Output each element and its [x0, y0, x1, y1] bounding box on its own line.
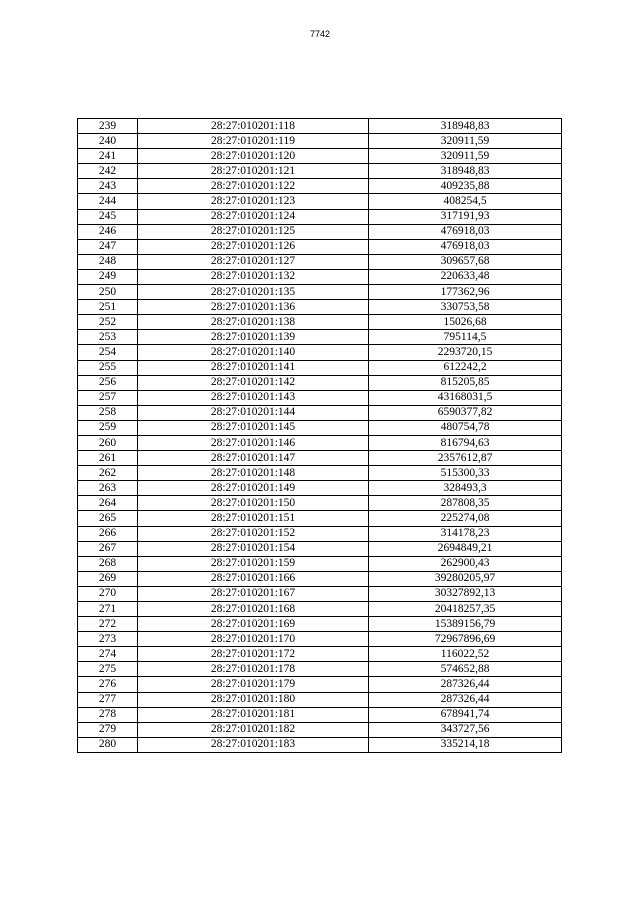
- row-number-cell: 261: [78, 451, 138, 466]
- cadastral-number-cell: 28:27:010201:124: [138, 209, 369, 224]
- cadastral-value-cell: 480754,78: [369, 420, 562, 435]
- cadastral-value-cell: 330753,58: [369, 300, 562, 315]
- cadastral-number-cell: 28:27:010201:119: [138, 134, 369, 149]
- cadastral-number-cell: 28:27:010201:140: [138, 345, 369, 360]
- cadastral-number-cell: 28:27:010201:141: [138, 360, 369, 375]
- cadastral-value-cell: 515300,33: [369, 466, 562, 481]
- cadastral-value-cell: 409235,88: [369, 179, 562, 194]
- cadastral-value-cell: 318948,83: [369, 119, 562, 134]
- cadastral-value-cell: 262900,43: [369, 556, 562, 571]
- row-number-cell: 279: [78, 722, 138, 737]
- cadastral-number-cell: 28:27:010201:144: [138, 405, 369, 420]
- cadastral-number-cell: 28:27:010201:181: [138, 707, 369, 722]
- cadastral-number-cell: 28:27:010201:122: [138, 179, 369, 194]
- cadastral-number-cell: 28:27:010201:154: [138, 541, 369, 556]
- table-row: [78, 617, 562, 632]
- table-row: [78, 420, 562, 435]
- row-number-cell: 270: [78, 586, 138, 601]
- cadastral-value-cell: 408254,5: [369, 194, 562, 209]
- table-row: [78, 481, 562, 496]
- table-row: [78, 405, 562, 420]
- table-row: [78, 647, 562, 662]
- cadastral-value-cell: 177362,96: [369, 285, 562, 300]
- row-number-cell: 242: [78, 164, 138, 179]
- row-number-cell: 277: [78, 692, 138, 707]
- cadastral-value-cell: 343727,56: [369, 722, 562, 737]
- table-row: [78, 707, 562, 722]
- cadastral-value-cell: 335214,18: [369, 737, 562, 752]
- table-row: [78, 526, 562, 541]
- row-number-cell: 273: [78, 632, 138, 647]
- table-row: [78, 315, 562, 330]
- row-number-cell: 272: [78, 617, 138, 632]
- cadastral-number-cell: 28:27:010201:159: [138, 556, 369, 571]
- row-number-cell: 257: [78, 390, 138, 405]
- table-row: [78, 119, 562, 134]
- table-row: [78, 677, 562, 692]
- row-number-cell: 251: [78, 300, 138, 315]
- cadastral-value-cell: 15026,68: [369, 315, 562, 330]
- cadastral-value-cell: 320911,59: [369, 134, 562, 149]
- cadastral-value-cell: 287326,44: [369, 692, 562, 707]
- cadastral-number-cell: 28:27:010201:178: [138, 662, 369, 677]
- table-row: [78, 511, 562, 526]
- row-number-cell: 247: [78, 239, 138, 254]
- row-number-cell: 255: [78, 360, 138, 375]
- table-row: [78, 586, 562, 601]
- table-row: [78, 556, 562, 571]
- cadastral-value-cell: 72967896,69: [369, 632, 562, 647]
- row-number-cell: 276: [78, 677, 138, 692]
- cadastral-value-cell: 476918,03: [369, 239, 562, 254]
- cadastral-value-cell: 2357612,87: [369, 451, 562, 466]
- cadastral-number-cell: 28:27:010201:127: [138, 254, 369, 269]
- cadastral-value-cell: 2293720,15: [369, 345, 562, 360]
- cadastral-number-cell: 28:27:010201:136: [138, 300, 369, 315]
- cadastral-number-cell: 28:27:010201:132: [138, 269, 369, 284]
- cadastral-number-cell: 28:27:010201:172: [138, 647, 369, 662]
- cadastral-number-cell: 28:27:010201:169: [138, 617, 369, 632]
- cadastral-number-cell: 28:27:010201:152: [138, 526, 369, 541]
- table-row: [78, 254, 562, 269]
- cadastral-number-cell: 28:27:010201:120: [138, 149, 369, 164]
- cadastral-value-cell: 116022,52: [369, 647, 562, 662]
- row-number-cell: 274: [78, 647, 138, 662]
- row-number-cell: 280: [78, 737, 138, 752]
- table-row: [78, 330, 562, 345]
- table-row: [78, 632, 562, 647]
- cadastral-number-cell: 28:27:010201:150: [138, 496, 369, 511]
- row-number-cell: 253: [78, 330, 138, 345]
- row-number-cell: 249: [78, 269, 138, 284]
- cadastral-value-cell: 815205,85: [369, 375, 562, 390]
- cadastral-number-cell: 28:27:010201:126: [138, 239, 369, 254]
- cadastral-value-cell: 314178,23: [369, 526, 562, 541]
- cadastral-value-table-container: [77, 118, 562, 753]
- table-row: [78, 300, 562, 315]
- table-row: [78, 194, 562, 209]
- cadastral-value-cell: 287808,35: [369, 496, 562, 511]
- cadastral-number-cell: 28:27:010201:121: [138, 164, 369, 179]
- table-row: [78, 149, 562, 164]
- cadastral-value-cell: 328493,3: [369, 481, 562, 496]
- row-number-cell: 245: [78, 209, 138, 224]
- table-row: [78, 571, 562, 586]
- cadastral-value-cell: 317191,93: [369, 209, 562, 224]
- cadastral-value-cell: 43168031,5: [369, 390, 562, 405]
- cadastral-number-cell: 28:27:010201:118: [138, 119, 369, 134]
- table-row: [78, 134, 562, 149]
- row-number-cell: 240: [78, 134, 138, 149]
- row-number-cell: 243: [78, 179, 138, 194]
- table-row: [78, 662, 562, 677]
- table-row: [78, 360, 562, 375]
- table-row: [78, 164, 562, 179]
- row-number-cell: 241: [78, 149, 138, 164]
- cadastral-value-cell: 678941,74: [369, 707, 562, 722]
- row-number-cell: 264: [78, 496, 138, 511]
- row-number-cell: 266: [78, 526, 138, 541]
- cadastral-number-cell: 28:27:010201:151: [138, 511, 369, 526]
- table-row: [78, 209, 562, 224]
- cadastral-number-cell: 28:27:010201:183: [138, 737, 369, 752]
- cadastral-value-cell: 309657,68: [369, 254, 562, 269]
- table-row: [78, 285, 562, 300]
- row-number-cell: 269: [78, 571, 138, 586]
- table-row: [78, 692, 562, 707]
- table-row: [78, 466, 562, 481]
- cadastral-number-cell: 28:27:010201:180: [138, 692, 369, 707]
- cadastral-number-cell: 28:27:010201:170: [138, 632, 369, 647]
- cadastral-value-cell: 816794,63: [369, 435, 562, 450]
- row-number-cell: 259: [78, 420, 138, 435]
- row-number-cell: 248: [78, 254, 138, 269]
- cadastral-number-cell: 28:27:010201:135: [138, 285, 369, 300]
- cadastral-value-cell: 320911,59: [369, 149, 562, 164]
- cadastral-number-cell: 28:27:010201:139: [138, 330, 369, 345]
- row-number-cell: 258: [78, 405, 138, 420]
- cadastral-number-cell: 28:27:010201:149: [138, 481, 369, 496]
- table-row: [78, 737, 562, 752]
- row-number-cell: 268: [78, 556, 138, 571]
- cadastral-number-cell: 28:27:010201:146: [138, 435, 369, 450]
- cadastral-number-cell: 28:27:010201:143: [138, 390, 369, 405]
- table-row: [78, 375, 562, 390]
- row-number-cell: 244: [78, 194, 138, 209]
- cadastral-value-cell: 574652,88: [369, 662, 562, 677]
- table-row: [78, 451, 562, 466]
- row-number-cell: 262: [78, 466, 138, 481]
- table-row: [78, 269, 562, 284]
- row-number-cell: 250: [78, 285, 138, 300]
- row-number-cell: 278: [78, 707, 138, 722]
- row-number-cell: 263: [78, 481, 138, 496]
- cadastral-number-cell: 28:27:010201:147: [138, 451, 369, 466]
- cadastral-number-cell: 28:27:010201:123: [138, 194, 369, 209]
- cadastral-value-cell: 476918,03: [369, 224, 562, 239]
- row-number-cell: 256: [78, 375, 138, 390]
- cadastral-value-cell: 30327892,13: [369, 586, 562, 601]
- row-number-cell: 271: [78, 602, 138, 617]
- cadastral-number-cell: 28:27:010201:182: [138, 722, 369, 737]
- row-number-cell: 252: [78, 315, 138, 330]
- cadastral-value-cell: 318948,83: [369, 164, 562, 179]
- table-row: [78, 435, 562, 450]
- table-row: [78, 224, 562, 239]
- table-row: [78, 496, 562, 511]
- cadastral-number-cell: 28:27:010201:142: [138, 375, 369, 390]
- cadastral-value-cell: 225274,08: [369, 511, 562, 526]
- row-number-cell: 260: [78, 435, 138, 450]
- cadastral-value-cell: 6590377,82: [369, 405, 562, 420]
- table-body: [78, 119, 562, 753]
- row-number-cell: 254: [78, 345, 138, 360]
- cadastral-value-cell: 287326,44: [369, 677, 562, 692]
- table-row: [78, 239, 562, 254]
- row-number-cell: 265: [78, 511, 138, 526]
- row-number-cell: 275: [78, 662, 138, 677]
- cadastral-value-cell: 39280205,97: [369, 571, 562, 586]
- cadastral-number-cell: 28:27:010201:166: [138, 571, 369, 586]
- cadastral-number-cell: 28:27:010201:167: [138, 586, 369, 601]
- table-row: [78, 541, 562, 556]
- table-row: [78, 722, 562, 737]
- cadastral-number-cell: 28:27:010201:148: [138, 466, 369, 481]
- cadastral-number-cell: 28:27:010201:138: [138, 315, 369, 330]
- page-number: 7742: [309, 29, 331, 39]
- cadastral-value-cell: 612242,2: [369, 360, 562, 375]
- cadastral-number-cell: 28:27:010201:179: [138, 677, 369, 692]
- row-number-cell: 267: [78, 541, 138, 556]
- cadastral-value-cell: 795114,5: [369, 330, 562, 345]
- cadastral-value-cell: 220633,48: [369, 269, 562, 284]
- row-number-cell: 246: [78, 224, 138, 239]
- table-row: [78, 602, 562, 617]
- cadastral-value-cell: 2694849,21: [369, 541, 562, 556]
- cadastral-value-table: [77, 118, 562, 753]
- cadastral-value-cell: 15389156,79: [369, 617, 562, 632]
- cadastral-value-cell: 20418257,35: [369, 602, 562, 617]
- row-number-cell: 239: [78, 119, 138, 134]
- cadastral-number-cell: 28:27:010201:168: [138, 602, 369, 617]
- table-row: [78, 390, 562, 405]
- cadastral-number-cell: 28:27:010201:145: [138, 420, 369, 435]
- table-row: [78, 345, 562, 360]
- cadastral-number-cell: 28:27:010201:125: [138, 224, 369, 239]
- table-row: [78, 179, 562, 194]
